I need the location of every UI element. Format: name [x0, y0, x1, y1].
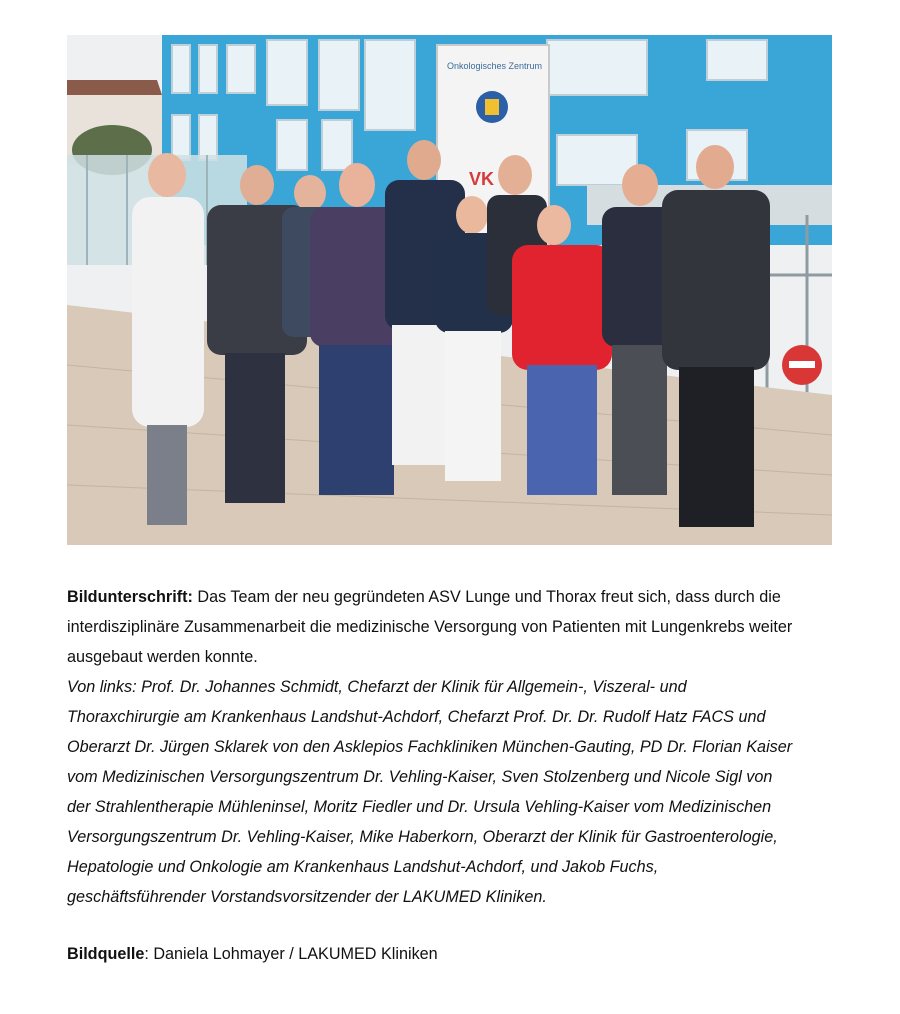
group-photo [67, 35, 832, 545]
names-line-8: geschäftsführender Vorstandsvorsitzender der LAKUMED Kliniken. [67, 888, 547, 906]
caption-lead [67, 582, 867, 672]
sign-title: Onkologisches Zentrum [447, 61, 543, 71]
names-line-4: vom Medizinischen Versorgungszentrum Dr. Vehling-Kaiser, Sven Stolzenberg und Nicole Sigl von [67, 768, 773, 786]
credit-text: : Daniela Lohmayer / LAKUMED Kliniken [144, 945, 438, 963]
image-credit [67, 939, 867, 969]
names-line-5: der Strahlentherapie Mühleninsel, Moritz Fiedler und Dr. Ursula Vehling-Kaiser vom Medizinischen [67, 798, 772, 816]
caption-label: Bildunterschrift: [67, 588, 193, 606]
credit-label: Bildquelle [67, 945, 145, 963]
names-line-3: Oberarzt Dr. Jürgen Sklarek von den Asklepios Fachkliniken München-Gauting, PD Dr. Florian Kaiser [67, 738, 793, 756]
group-photo-illustration [67, 35, 832, 545]
names-line-2: Thoraxchirurgie am Krankenhaus Landshut-Achdorf, Chefarzt Prof. Dr. Dr. Rudolf Hatz FACS und [67, 708, 766, 726]
caption-lead-text: Das Team der neu gegründeten ASV Lunge und Thorax freut sich, dass durch die interdisziplinäre Zusammenarbeit die medizinische Versorgung von Patienten mit Lungenkrebs weiter ausgebaut werden konnte. [67, 588, 793, 666]
names-line-1: Von links: Prof. Dr. Johannes Schmidt, Chefarzt der Klinik für Allgemein-, Viszeral- und [67, 678, 687, 696]
names-line-6: Versorgungszentrum Dr. Vehling-Kaiser, Mike Haberkorn, Oberarzt der Klinik für Gastroenterologie, [67, 828, 778, 846]
caption-block [67, 582, 867, 912]
sign-logo: VK [469, 169, 495, 189]
names-line-7: Hepatologie und Onkologie am Krankenhaus Landshut-Achdorf, und Jakob Fuchs, [67, 858, 659, 876]
